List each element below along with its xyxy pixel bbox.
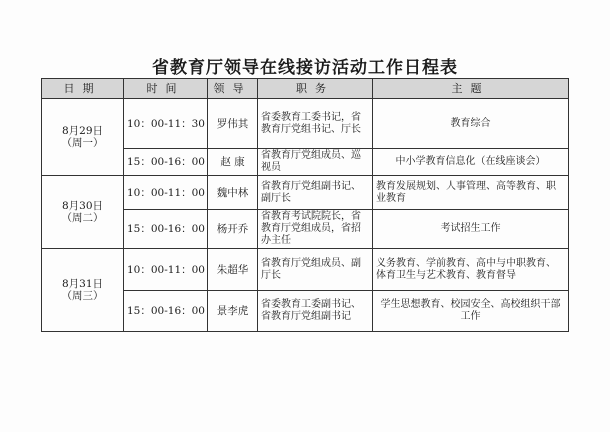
post-cell: 省委教育工委书记，省教育厅党组书记、厅长 bbox=[258, 99, 373, 149]
time-cell: 15：00-16：00 bbox=[124, 210, 208, 249]
date-text: 8月31日 bbox=[61, 278, 104, 290]
post-cell: 省教育厅党组副书记、副厅长 bbox=[258, 176, 373, 210]
leader-cell: 杨开乔 bbox=[208, 210, 258, 249]
schedule-table bbox=[41, 78, 569, 332]
header-time: 时间 bbox=[124, 79, 208, 99]
post-cell: 省教育厅党组成员、巡视员 bbox=[258, 149, 373, 176]
weekday-text: （周一） bbox=[61, 137, 104, 149]
date-cell bbox=[42, 249, 124, 332]
topic-cell: 学生思想教育、校园安全、高校组织干部工作 bbox=[373, 291, 569, 332]
leader-cell: 罗伟其 bbox=[208, 99, 258, 149]
header-leader: 领导 bbox=[208, 79, 258, 99]
page-title: 省教育厅领导在线接访活动工作日程表 bbox=[152, 58, 458, 78]
time-cell: 15：00-16：00 bbox=[124, 149, 208, 176]
date-cell bbox=[42, 176, 124, 249]
header-post: 职务 bbox=[258, 79, 373, 99]
weekday-text: （周三） bbox=[61, 290, 104, 302]
table-row bbox=[42, 249, 569, 291]
date-text: 8月29日 bbox=[61, 125, 104, 137]
header-topic: 主题 bbox=[373, 79, 569, 99]
time-cell: 10：00-11：00 bbox=[124, 249, 208, 291]
topic-cell: 教育综合 bbox=[373, 99, 569, 149]
time-cell: 10：00-11：00 bbox=[124, 176, 208, 210]
time-cell: 10：00-11：30 bbox=[124, 99, 208, 149]
leader-cell: 魏中林 bbox=[208, 176, 258, 210]
topic-cell: 考试招生工作 bbox=[373, 210, 569, 249]
weekday-text: （周二） bbox=[61, 212, 104, 224]
post-cell: 省教育厅党组成员、副厅长 bbox=[258, 249, 373, 291]
table-row bbox=[42, 99, 569, 149]
time-cell: 15：00-16：00 bbox=[124, 291, 208, 332]
leader-cell: 赵 康 bbox=[208, 149, 258, 176]
leader-cell: 景李虎 bbox=[208, 291, 258, 332]
header-date: 日期 bbox=[42, 79, 124, 99]
date-cell bbox=[42, 99, 124, 176]
date-text: 8月30日 bbox=[61, 200, 104, 212]
topic-cell: 教育发展规划、人事管理、高等教育、职业教育 bbox=[373, 176, 569, 210]
topic-cell: 中小学教育信息化（在线座谈会） bbox=[373, 149, 569, 176]
table-row bbox=[42, 176, 569, 210]
leader-cell: 朱超华 bbox=[208, 249, 258, 291]
table-header-row bbox=[42, 79, 569, 99]
post-cell: 省委教育工委副书记、省教育厅党组副书记 bbox=[258, 291, 373, 332]
topic-cell: 义务教育、学前教育、高中与中职教育、体育卫生与艺术教育、教育督导 bbox=[373, 249, 569, 291]
post-cell: 省教育考试院院长，省教育厅党组成员，省招办主任 bbox=[258, 210, 373, 249]
